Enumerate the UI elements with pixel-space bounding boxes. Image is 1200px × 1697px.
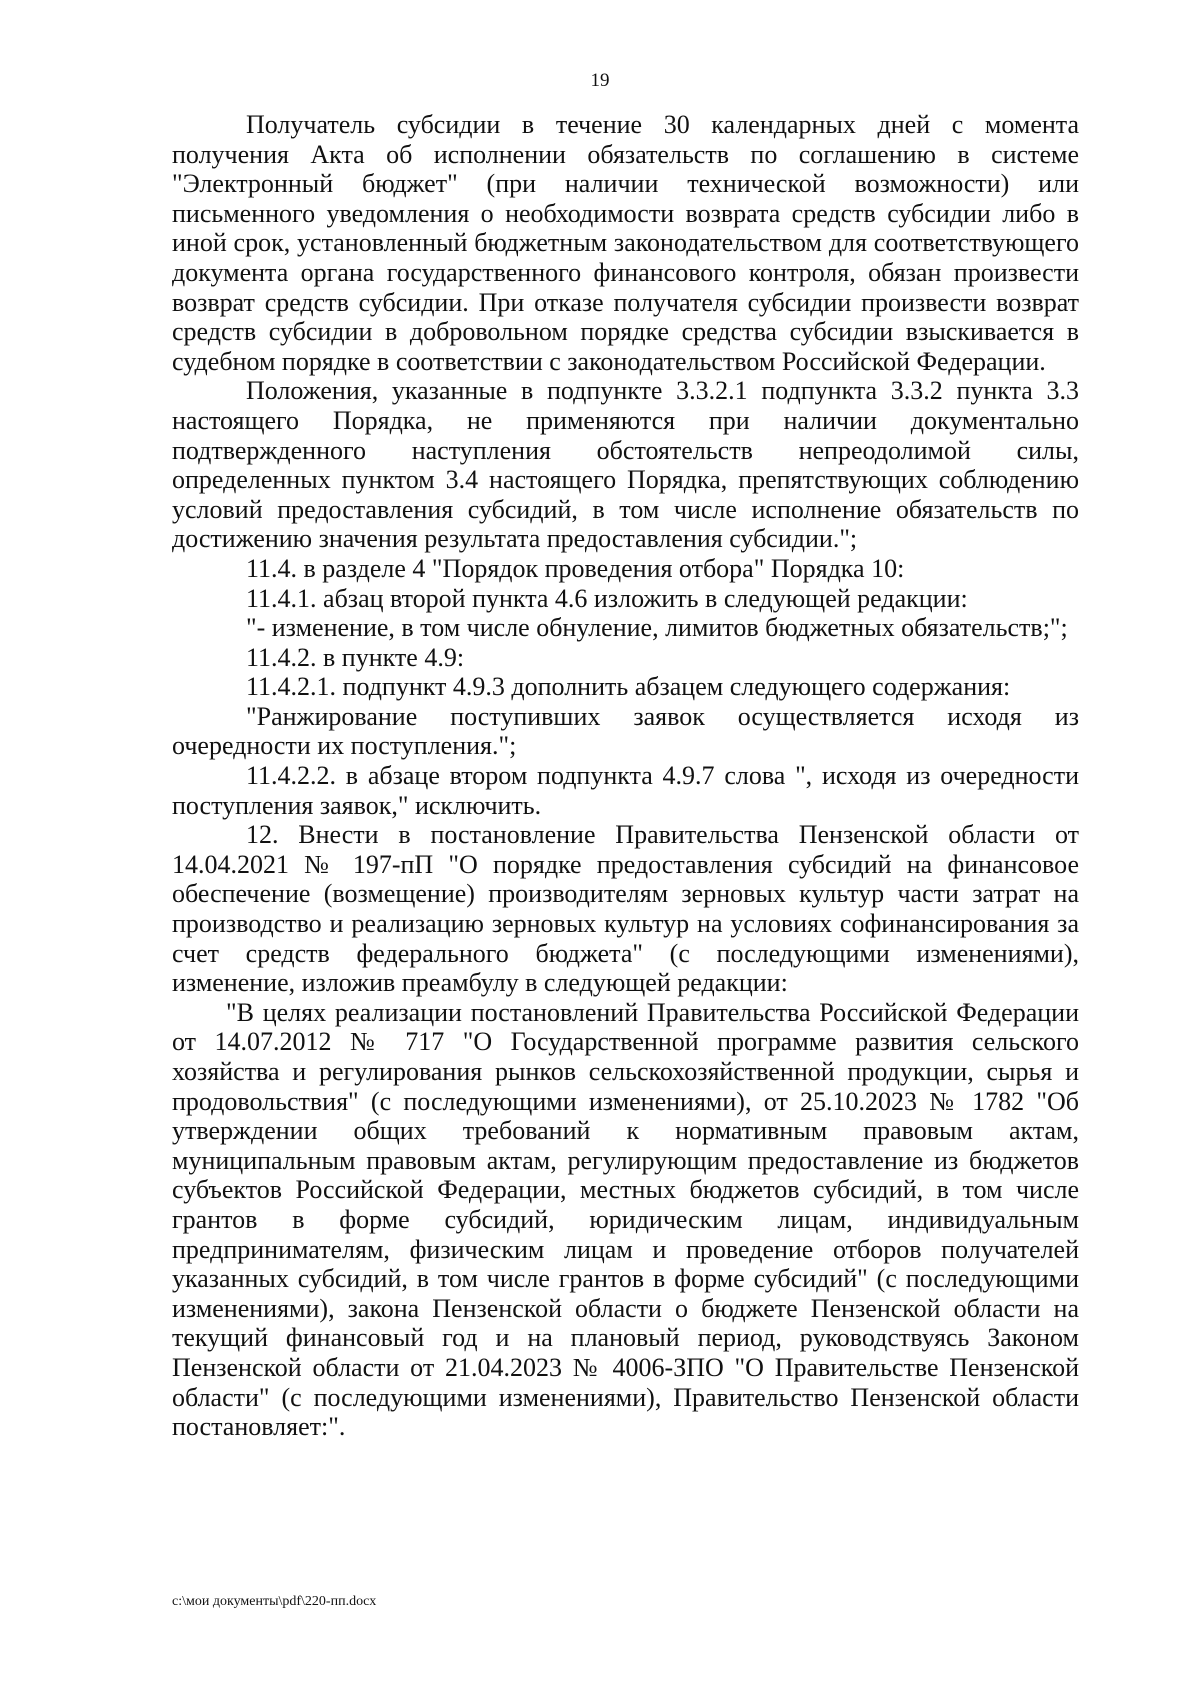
paragraph-ranking: "Ранжирование поступивших заявок осуществляется исходя из очередности их поступления."; xyxy=(172,701,1079,761)
paragraph-subsidy-return: Получатель субсидии в течение 30 календарных дней с момента получения Акта об исполнении обязательств по соглашению в системе "Электронный бюджет" (при наличии технической возможности) или письменного уведомления о необходимости возврата средств субсидии либо в иной срок, установленный бюджетным законодательством для соответствующего документа органа государственного финансового контроля, обязан произвести возврат средств субсидии. При отказе получателя субсидии произвести возврат средств субсидии в добровольном порядке средства субсидии взыскивается в судебном порядке в соответствии с законодательством Российской Федерации. xyxy=(172,110,1079,376)
page-number: 19 xyxy=(590,70,610,91)
paragraph-11-4-2-1: 11.4.2.1. подпункт 4.9.3 дополнить абзацем следующего содержания: xyxy=(246,672,1011,702)
paragraph-11-4-2: 11.4.2. в пункте 4.9: xyxy=(246,642,465,672)
paragraph-11-4-1-text: "- изменение, в том числе обнуление, лимитов бюджетных обязательств;"; xyxy=(246,613,1068,643)
paragraph-12: 12. Внести в постановление Правительства Пензенской области от 14.04.2021 № 197-пП "О порядке предоставления субсидий на финансовое обеспечение (возмещение) производителям зерновых культур части затрат на производство и реализацию зерновых культур на условиях софинансирования за счет средств федерального бюджета" (с последующими изменениями), изменение, изложив преамбулу в следующей редакции: xyxy=(172,820,1079,998)
document-body xyxy=(172,110,1079,1442)
paragraph-11-4-1: 11.4.1. абзац второй пункта 4.6 изложить в следующей редакции: xyxy=(246,583,968,613)
paragraph-preamble: "В целях реализации постановлений Правительства Российской Федерации от 14.07.2012 № 717 "О Государственной программе развития сельского хозяйства и регулирования рынков сельскохозяйственной продукции, сырья и продовольствия" (с последующими изменениями), от 25.10.2023 № 1782 "Об утверждении общих требований к нормативным правовым актам, муниципальным правовым актам, регулирующим предоставление из бюджетов субъектов Российской Федерации, местных бюджетов субсидий, в том числе грантов в форме субсидий, юридическим лицам, индивидуальным предпринимателям, физическим лицам и проведение отборов получателей указанных субсидий, в том числе грантов в форме субсидий" (с последующими изменениями), закона Пензенской области о бюджете Пензенской области на текущий финансовый год и на плановый период, руководствуясь Законом Пензенской области от 21.04.2023 № 4006-ЗПО "О Правительстве Пензенской области" (с последующими изменениями), Правительство Пензенской области постановляет:". xyxy=(172,997,1079,1442)
footer-file-path: c:\мои документы\pdf\220-пп.docx xyxy=(172,1594,377,1609)
paragraph-11-4-2-2: 11.4.2.2. в абзаце втором подпункта 4.9.7 слова ", исходя из очередности поступления заявок," исключить. xyxy=(172,761,1079,820)
paragraph-force-majeure: Положения, указанные в подпункте 3.3.2.1 подпункта 3.3.2 пункта 3.3 настоящего Порядка, не применяются при наличии документально подтвержденного наступления обстоятельств непреодолимой силы, определенных пунктом 3.4 настоящего Порядка, препятствующих соблюдению условий предоставления субсидий, в том числе исполнение обязательств по достижению значения результата предоставления субсидии."; xyxy=(172,376,1079,554)
paragraph-11-4: 11.4. в разделе 4 "Порядок проведения отбора" Порядка 10: xyxy=(246,553,905,583)
